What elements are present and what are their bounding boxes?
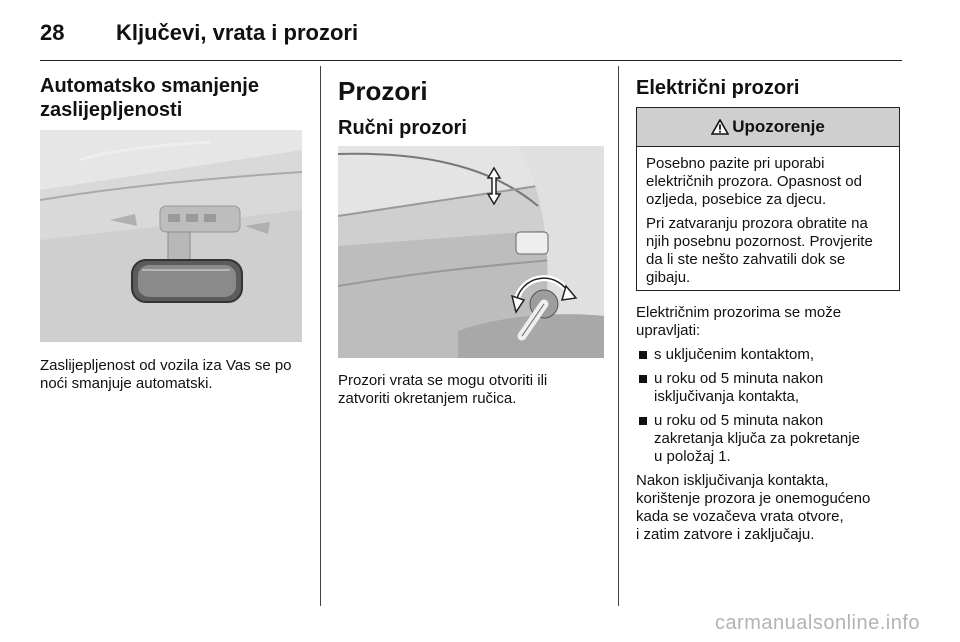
header-rule bbox=[40, 60, 902, 61]
text-line: Nakon isključivanja kontakta, bbox=[636, 472, 829, 489]
section-heading: Električni prozori bbox=[636, 77, 800, 99]
text-line: da li ste nešto zahvatili dok se bbox=[646, 251, 846, 268]
middle-column bbox=[338, 74, 608, 140]
sub-heading: Ručni prozori bbox=[338, 117, 467, 139]
list-item bbox=[636, 346, 902, 364]
right-body bbox=[636, 304, 902, 544]
text-line: korištenje prozora je onemogućeno bbox=[636, 490, 871, 507]
intro-text bbox=[636, 304, 902, 340]
middle-body-text bbox=[338, 372, 608, 408]
text-line: električnih prozora. Opasnost od bbox=[646, 173, 862, 190]
heading-line: zaslijepljenosti bbox=[40, 99, 183, 121]
warning-box bbox=[636, 107, 900, 291]
text-line: u roku od 5 minuta nakon bbox=[654, 412, 824, 429]
text-line: Električnim prozorima se može bbox=[636, 304, 842, 321]
section-heading: Prozori bbox=[338, 76, 428, 106]
text-line: ozljeda, posebice za djecu. bbox=[646, 191, 827, 208]
page-number: 28 bbox=[40, 20, 65, 45]
text-line: upravljati: bbox=[636, 322, 701, 339]
bullet-square-icon bbox=[639, 375, 647, 383]
text-line: Posebno pazite pri uporabi bbox=[646, 155, 825, 172]
text-line: noći smanjuje automatski. bbox=[40, 375, 213, 392]
list-item bbox=[636, 412, 902, 466]
warning-paragraph bbox=[646, 155, 890, 209]
text-line: gibaju. bbox=[646, 269, 691, 286]
text-line: zatvoriti okretanjem ručica. bbox=[338, 390, 517, 407]
chapter-title: Ključevi, vrata i prozori bbox=[116, 20, 359, 45]
text-line: Pri zatvaranju prozora obratite na bbox=[646, 215, 868, 232]
warning-triangle-icon bbox=[711, 119, 729, 135]
bullet-square-icon bbox=[639, 351, 647, 359]
text-line: i zatim zatvore i zaključaju. bbox=[636, 526, 815, 543]
warning-header bbox=[637, 108, 899, 147]
outro-text bbox=[636, 472, 902, 544]
text-line: u roku od 5 minuta nakon bbox=[654, 370, 824, 387]
list-item bbox=[636, 370, 902, 406]
watermark: carmanualsonline.info bbox=[714, 612, 920, 634]
conditions-list bbox=[636, 346, 902, 466]
rearview-mirror-illustration bbox=[40, 130, 302, 342]
column-divider bbox=[320, 66, 321, 606]
text-line: isključivanja kontakta, bbox=[654, 388, 800, 405]
window-crank-illustration bbox=[338, 146, 604, 358]
warning-body bbox=[637, 147, 899, 287]
warning-paragraph bbox=[646, 215, 890, 287]
warning-title: Upozorenje bbox=[732, 117, 825, 136]
heading-line: Automatsko smanjenje bbox=[40, 75, 259, 97]
left-column bbox=[40, 74, 310, 122]
text-line: njih posebnu pozornost. Provjerite bbox=[646, 233, 873, 250]
text-line: s uključenim kontaktom, bbox=[654, 346, 815, 363]
bullet-square-icon bbox=[639, 417, 647, 425]
left-body-text bbox=[40, 357, 310, 393]
column-divider bbox=[618, 66, 619, 606]
text-line: zakretanja ključa za pokretanje bbox=[654, 430, 860, 447]
text-line: Zaslijepljenost od vozila iza Vas se po bbox=[40, 357, 292, 374]
right-column bbox=[636, 74, 902, 100]
text-line: u položaj 1. bbox=[654, 448, 731, 465]
text-line: kada se vozačeva vrata otvore, bbox=[636, 508, 844, 525]
section-heading bbox=[40, 74, 310, 122]
text-line: Prozori vrata se mogu otvoriti ili bbox=[338, 372, 548, 389]
